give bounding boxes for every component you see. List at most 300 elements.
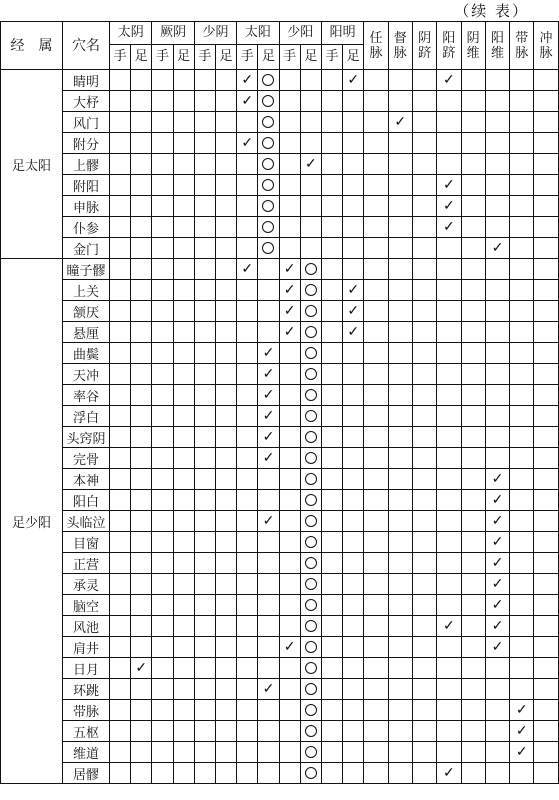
mark-cell <box>215 406 236 427</box>
mark-cell <box>279 574 300 595</box>
mark-cell <box>485 322 509 343</box>
mark-cell <box>131 343 152 364</box>
check-mark-icon: ✓ <box>491 554 504 571</box>
mark-cell <box>173 574 194 595</box>
mark-cell <box>510 742 534 763</box>
mark-cell <box>152 553 173 574</box>
circle-mark-icon <box>305 662 317 674</box>
mark-cell <box>194 196 215 217</box>
mark-cell <box>321 196 342 217</box>
mark-cell <box>258 301 279 322</box>
mark-cell <box>461 280 485 301</box>
mark-cell <box>388 154 412 175</box>
mark-cell <box>279 511 300 532</box>
mark-cell <box>388 406 412 427</box>
mark-cell <box>412 406 436 427</box>
mark-cell <box>300 133 321 154</box>
mark-cell <box>215 112 236 133</box>
mark-cell <box>510 427 534 448</box>
mark-cell <box>321 700 342 721</box>
mark-cell <box>152 658 173 679</box>
mark-cell <box>510 679 534 700</box>
mark-cell <box>461 469 485 490</box>
mark-cell <box>194 427 215 448</box>
mark-cell <box>485 133 509 154</box>
mark-cell <box>343 196 364 217</box>
mark-cell <box>510 385 534 406</box>
point-name: 肩井 <box>63 637 110 658</box>
check-mark-icon: ✓ <box>283 302 296 319</box>
mark-cell <box>215 91 236 112</box>
mark-cell <box>173 448 194 469</box>
mark-cell <box>412 679 436 700</box>
mark-cell <box>437 763 461 784</box>
mark-cell <box>437 532 461 553</box>
mark-cell <box>510 574 534 595</box>
check-mark-icon: ✓ <box>347 281 360 298</box>
table-row <box>1 70 559 91</box>
table-row <box>1 217 559 238</box>
mark-cell <box>437 322 461 343</box>
mark-cell <box>279 301 300 322</box>
mark-cell <box>321 490 342 511</box>
mark-cell <box>279 217 300 238</box>
check-mark-icon: ✓ <box>262 344 275 361</box>
point-name: 目窗 <box>63 532 110 553</box>
table-row <box>1 763 559 784</box>
mark-cell <box>412 553 436 574</box>
table-row <box>1 616 559 637</box>
mark-cell <box>534 322 558 343</box>
mark-cell <box>258 406 279 427</box>
mark-cell <box>534 175 558 196</box>
mark-cell <box>388 175 412 196</box>
mark-cell <box>258 532 279 553</box>
mark-cell <box>173 469 194 490</box>
mark-cell <box>237 301 258 322</box>
point-name: 悬厘 <box>63 322 110 343</box>
mark-cell <box>388 196 412 217</box>
check-mark-icon: ✓ <box>347 71 360 88</box>
table-row <box>1 721 559 742</box>
mark-cell <box>237 175 258 196</box>
point-name: 完骨 <box>63 448 110 469</box>
mark-cell <box>437 637 461 658</box>
mark-cell <box>510 280 534 301</box>
mark-cell <box>437 721 461 742</box>
mark-cell <box>279 490 300 511</box>
circle-mark-icon <box>305 347 317 359</box>
mark-cell <box>343 91 364 112</box>
mark-cell <box>510 196 534 217</box>
mark-cell <box>321 217 342 238</box>
point-name: 曲鬓 <box>63 343 110 364</box>
mark-cell <box>110 427 131 448</box>
mark-cell <box>485 175 509 196</box>
mark-cell <box>152 700 173 721</box>
table-row <box>1 553 559 574</box>
mark-cell <box>412 322 436 343</box>
mark-cell <box>412 217 436 238</box>
mark-cell <box>152 742 173 763</box>
mark-cell <box>258 490 279 511</box>
mark-cell <box>412 280 436 301</box>
mark-cell <box>131 301 152 322</box>
mark-cell <box>388 700 412 721</box>
mark-cell <box>258 700 279 721</box>
mark-cell <box>364 196 388 217</box>
mark-cell <box>437 469 461 490</box>
mark-cell <box>300 448 321 469</box>
mark-cell <box>485 658 509 679</box>
meridian-group-cell <box>1 448 63 469</box>
mark-cell <box>321 343 342 364</box>
mark-cell <box>412 490 436 511</box>
mark-cell <box>437 112 461 133</box>
mark-cell <box>343 217 364 238</box>
mark-cell <box>388 343 412 364</box>
mark-cell <box>388 301 412 322</box>
mark-cell <box>461 175 485 196</box>
point-name: 维道 <box>63 742 110 763</box>
mark-cell <box>321 322 342 343</box>
mark-cell <box>364 406 388 427</box>
mark-cell <box>110 70 131 91</box>
mark-cell <box>279 679 300 700</box>
mark-cell <box>510 637 534 658</box>
mark-cell <box>194 91 215 112</box>
mark-cell <box>152 280 173 301</box>
meridian-group-cell <box>1 532 63 553</box>
mark-cell <box>364 469 388 490</box>
mark-cell <box>131 217 152 238</box>
mark-cell <box>110 721 131 742</box>
mark-cell <box>279 343 300 364</box>
circle-mark-icon <box>262 116 274 128</box>
mark-cell <box>534 637 558 658</box>
mark-cell <box>194 574 215 595</box>
mark-cell <box>510 238 534 259</box>
mark-cell <box>510 406 534 427</box>
mark-cell <box>237 637 258 658</box>
circle-mark-icon <box>305 326 317 338</box>
mark-cell <box>461 490 485 511</box>
meridian-group-cell <box>1 742 63 763</box>
mark-cell <box>152 70 173 91</box>
mark-cell <box>321 301 342 322</box>
mark-cell <box>534 658 558 679</box>
mark-cell <box>279 112 300 133</box>
mark-cell <box>412 196 436 217</box>
mark-cell <box>321 763 342 784</box>
mark-cell <box>461 91 485 112</box>
mark-cell <box>279 658 300 679</box>
table-row <box>1 238 559 259</box>
point-name: 仆参 <box>63 217 110 238</box>
mark-cell <box>237 112 258 133</box>
header-row-groups <box>1 22 559 45</box>
mark-cell <box>364 574 388 595</box>
mark-cell <box>437 91 461 112</box>
mark-cell <box>364 238 388 259</box>
mark-cell <box>215 196 236 217</box>
mark-cell <box>300 616 321 637</box>
meridian-group-cell <box>1 658 63 679</box>
mark-cell <box>258 91 279 112</box>
mark-cell <box>534 217 558 238</box>
table-row <box>1 448 559 469</box>
mark-cell <box>343 322 364 343</box>
mark-cell <box>437 448 461 469</box>
mark-cell <box>510 70 534 91</box>
mark-cell <box>364 658 388 679</box>
mark-cell <box>194 406 215 427</box>
mark-cell <box>343 616 364 637</box>
mark-cell <box>534 133 558 154</box>
mark-cell <box>258 637 279 658</box>
mark-cell <box>461 133 485 154</box>
mark-cell <box>152 301 173 322</box>
check-mark-icon: ✓ <box>304 155 317 172</box>
meridian-group-cell <box>1 217 63 238</box>
mark-cell <box>534 511 558 532</box>
mark-cell <box>412 154 436 175</box>
mark-cell <box>437 574 461 595</box>
mark-cell <box>131 742 152 763</box>
mark-cell <box>534 196 558 217</box>
mark-cell <box>237 574 258 595</box>
check-mark-icon: ✓ <box>262 365 275 382</box>
mark-cell <box>237 343 258 364</box>
mark-cell <box>534 490 558 511</box>
mark-cell <box>194 616 215 637</box>
mark-cell <box>461 343 485 364</box>
mark-cell <box>388 490 412 511</box>
mark-cell <box>173 721 194 742</box>
mark-cell <box>237 553 258 574</box>
mark-cell <box>485 196 509 217</box>
mark-cell <box>437 385 461 406</box>
header-hand: 手 <box>194 45 215 70</box>
mark-cell <box>258 553 279 574</box>
mark-cell <box>437 259 461 280</box>
mark-cell <box>215 280 236 301</box>
mark-cell <box>237 154 258 175</box>
check-mark-icon: ✓ <box>491 575 504 592</box>
mark-cell <box>300 343 321 364</box>
mark-cell <box>510 658 534 679</box>
mark-cell <box>343 238 364 259</box>
mark-cell <box>437 595 461 616</box>
table-row <box>1 343 559 364</box>
mark-cell <box>237 511 258 532</box>
mark-cell <box>412 469 436 490</box>
circle-mark-icon <box>262 95 274 107</box>
mark-cell <box>364 721 388 742</box>
mark-cell <box>300 427 321 448</box>
header-hand: 手 <box>279 45 300 70</box>
meridian-group-cell <box>1 574 63 595</box>
mark-cell <box>510 91 534 112</box>
mark-cell <box>152 616 173 637</box>
mark-cell <box>110 742 131 763</box>
circle-mark-icon <box>305 263 317 275</box>
mark-cell <box>279 70 300 91</box>
circle-mark-icon <box>305 641 317 653</box>
mark-cell <box>412 511 436 532</box>
mark-cell <box>215 574 236 595</box>
mark-cell <box>237 595 258 616</box>
mark-cell <box>364 448 388 469</box>
circle-mark-icon <box>305 725 317 737</box>
mark-cell <box>258 742 279 763</box>
check-mark-icon: ✓ <box>443 71 455 88</box>
mark-cell <box>343 448 364 469</box>
mark-cell <box>485 364 509 385</box>
circle-mark-icon <box>305 305 317 317</box>
mark-cell <box>215 511 236 532</box>
mark-cell <box>485 532 509 553</box>
point-name: 头临泣 <box>63 511 110 532</box>
mark-cell <box>173 385 194 406</box>
meridian-group-cell <box>1 700 63 721</box>
mark-cell <box>437 364 461 385</box>
mark-cell <box>215 301 236 322</box>
mark-cell <box>194 175 215 196</box>
mark-cell <box>152 322 173 343</box>
table-row <box>1 322 559 343</box>
mark-cell <box>237 133 258 154</box>
mark-cell <box>485 343 509 364</box>
mark-cell <box>173 679 194 700</box>
mark-cell <box>300 196 321 217</box>
point-name: 头窍阴 <box>63 427 110 448</box>
mark-cell <box>258 679 279 700</box>
circle-mark-icon <box>305 389 317 401</box>
mark-cell <box>237 259 258 280</box>
point-name: 风池 <box>63 616 110 637</box>
mark-cell <box>364 112 388 133</box>
table-row <box>1 154 559 175</box>
mark-cell <box>279 532 300 553</box>
header-yangwei: 阳维 <box>485 22 509 70</box>
mark-cell <box>412 448 436 469</box>
mark-cell <box>321 385 342 406</box>
mark-cell <box>437 679 461 700</box>
mark-cell <box>461 742 485 763</box>
mark-cell <box>279 133 300 154</box>
mark-cell <box>461 511 485 532</box>
mark-cell <box>173 490 194 511</box>
point-name: 脑空 <box>63 595 110 616</box>
point-name: 上髎 <box>63 154 110 175</box>
mark-cell <box>364 763 388 784</box>
mark-cell <box>300 679 321 700</box>
mark-cell <box>131 532 152 553</box>
mark-cell <box>173 322 194 343</box>
point-name: 带脉 <box>63 700 110 721</box>
check-mark-icon: ✓ <box>491 470 504 487</box>
point-name: 附分 <box>63 133 110 154</box>
table-row <box>1 175 559 196</box>
mark-cell <box>364 700 388 721</box>
mark-cell <box>485 238 509 259</box>
mark-cell <box>258 511 279 532</box>
meridian-group-cell <box>1 679 63 700</box>
mark-cell <box>279 364 300 385</box>
meridian-group-cell <box>1 238 63 259</box>
mark-cell <box>485 70 509 91</box>
mark-cell <box>110 490 131 511</box>
mark-cell <box>173 511 194 532</box>
circle-mark-icon <box>262 200 274 212</box>
mark-cell <box>194 700 215 721</box>
mark-cell <box>364 343 388 364</box>
mark-cell <box>321 721 342 742</box>
mark-cell <box>321 448 342 469</box>
mark-cell <box>300 511 321 532</box>
mark-cell <box>258 238 279 259</box>
mark-cell <box>510 532 534 553</box>
mark-cell <box>461 70 485 91</box>
mark-cell <box>215 427 236 448</box>
mark-cell <box>152 511 173 532</box>
mark-cell <box>485 595 509 616</box>
mark-cell <box>485 700 509 721</box>
mark-cell <box>279 595 300 616</box>
mark-cell <box>321 679 342 700</box>
mark-cell <box>321 259 342 280</box>
mark-cell <box>437 511 461 532</box>
mark-cell <box>279 700 300 721</box>
mark-cell <box>364 259 388 280</box>
mark-cell <box>152 721 173 742</box>
mark-cell <box>279 322 300 343</box>
mark-cell <box>510 154 534 175</box>
mark-cell <box>485 574 509 595</box>
check-mark-icon: ✓ <box>443 764 455 781</box>
mark-cell <box>485 511 509 532</box>
mark-cell <box>364 91 388 112</box>
mark-cell <box>110 595 131 616</box>
mark-cell <box>258 322 279 343</box>
mark-cell <box>388 133 412 154</box>
mark-cell <box>215 70 236 91</box>
mark-cell <box>131 574 152 595</box>
mark-cell <box>194 343 215 364</box>
mark-cell <box>300 595 321 616</box>
mark-cell <box>321 532 342 553</box>
mark-cell <box>152 385 173 406</box>
point-name: 率谷 <box>63 385 110 406</box>
mark-cell <box>110 511 131 532</box>
mark-cell <box>388 763 412 784</box>
mark-cell <box>215 385 236 406</box>
mark-cell <box>131 406 152 427</box>
mark-cell <box>279 427 300 448</box>
mark-cell <box>437 280 461 301</box>
mark-cell <box>194 238 215 259</box>
table-row <box>1 658 559 679</box>
mark-cell <box>364 322 388 343</box>
circle-mark-icon <box>305 746 317 758</box>
mark-cell <box>461 448 485 469</box>
mark-cell <box>110 259 131 280</box>
mark-cell <box>110 175 131 196</box>
mark-cell <box>510 721 534 742</box>
mark-cell <box>343 595 364 616</box>
header-foot: 足 <box>215 45 236 70</box>
